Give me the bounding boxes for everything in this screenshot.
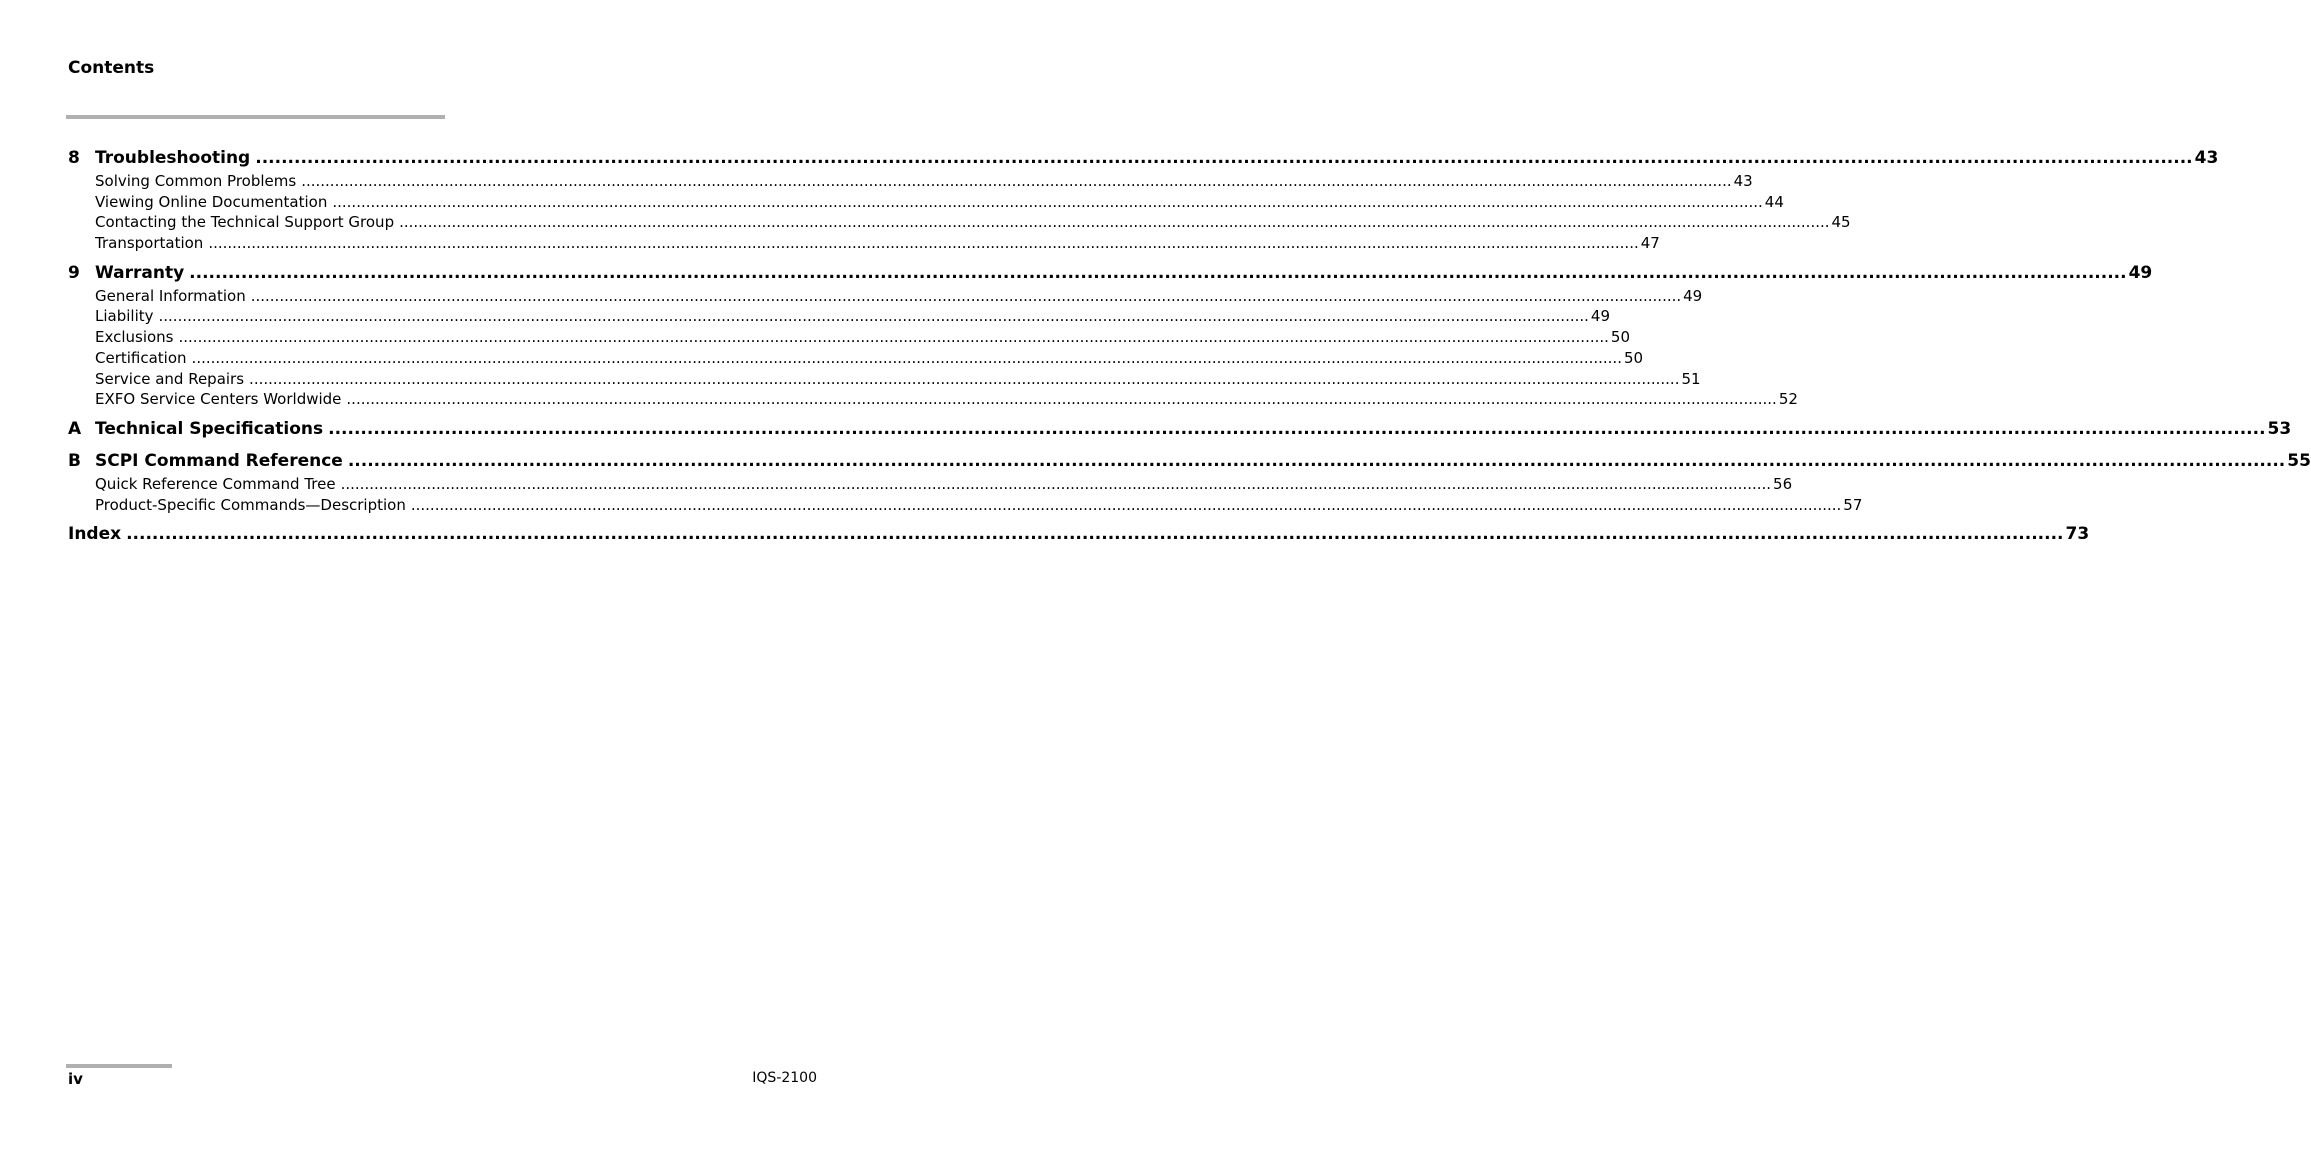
chapter-page: 73: [2065, 524, 2090, 545]
chapter-number: A: [68, 418, 82, 439]
dot-leader: ............................................................................................................................................................................................................................................................................................................: [208, 234, 1639, 253]
section-page: 50: [1623, 348, 1644, 367]
table-of-contents: [68, 146, 2311, 547]
toc-chapter-index[interactable]: [68, 522, 2090, 547]
chapter-title: Warranty: [95, 262, 185, 283]
dot-leader: ............................................................................................................................................................................................................................................................................................................: [301, 172, 1732, 190]
section-page: 47: [1640, 234, 1660, 253]
page-number: iv: [68, 1070, 83, 1088]
dot-leader: ............................................................................................................................................................................................................................................................................................................: [178, 328, 1609, 347]
section-title: Contacting the Technical Support Group: [95, 213, 395, 232]
section-title: EXFO Service Centers Worldwide: [95, 390, 342, 409]
section-title: Certification: [95, 348, 187, 367]
chapter-page: 43: [2194, 148, 2219, 168]
chapter-number: 9: [68, 262, 80, 283]
toc-chapter-scpi-command-reference[interactable]: [68, 449, 2311, 474]
section-page: 43: [1733, 172, 1753, 190]
chapter-number: B: [68, 450, 81, 471]
chapter-page: 53: [2267, 418, 2292, 439]
chapter-title: SCPI Command Reference: [95, 450, 343, 471]
section-page: 49: [1590, 307, 1611, 326]
page-title: Contents: [68, 58, 155, 78]
section-page: 49: [1683, 286, 1703, 305]
toc-section[interactable]: [68, 171, 1753, 192]
dot-leader: ............................................................................................................................................................................................................................................................................................................: [347, 450, 2286, 471]
dot-leader: ............................................................................................................................................................................................................................................................................................................: [255, 148, 2193, 168]
toc-section[interactable]: [68, 369, 1701, 390]
toc-section[interactable]: [68, 306, 1611, 327]
chapter-number: 8: [68, 148, 80, 168]
section-title: Service and Repairs: [95, 369, 245, 388]
section-page: 50: [1610, 328, 1631, 347]
dot-leader: ............................................................................................................................................................................................................................................................................................................: [328, 418, 2266, 439]
toc-section[interactable]: [68, 327, 1631, 348]
toc-section[interactable]: [68, 389, 1798, 410]
section-title: Quick Reference Command Tree: [95, 474, 336, 493]
dot-leader: ............................................................................................................................................................................................................................................................................................................: [126, 524, 2064, 545]
toc-section[interactable]: [68, 286, 1703, 307]
footer-divider: [66, 1064, 172, 1068]
dot-leader: ............................................................................................................................................................................................................................................................................................................: [340, 474, 1772, 493]
section-page: 44: [1764, 192, 1784, 211]
chapter-title: Troubleshooting: [95, 148, 251, 168]
toc-section[interactable]: [68, 495, 1863, 516]
section-page: 45: [1831, 213, 1851, 232]
section-title: Transportation: [95, 234, 204, 253]
chapter-page: 49: [2128, 262, 2153, 283]
toc-section[interactable]: [68, 212, 1851, 233]
dot-leader: ............................................................................................................................................................................................................................................................................................................: [250, 286, 1682, 305]
toc-section[interactable]: [68, 233, 1660, 254]
header-divider: [66, 115, 445, 119]
dot-leader: ............................................................................................................................................................................................................................................................................................................: [332, 192, 1763, 211]
toc-section[interactable]: [68, 348, 1644, 369]
section-title: Product-Specific Commands—Description: [95, 495, 406, 514]
chapter-title: Technical Specifications: [95, 418, 324, 439]
section-title: Exclusions: [95, 328, 174, 347]
toc-chapter-troubleshooting[interactable]: [68, 146, 2219, 171]
toc-chapter-warranty[interactable]: [68, 261, 2153, 286]
toc-section[interactable]: [68, 192, 1784, 213]
section-page: 51: [1681, 369, 1701, 388]
section-title: Viewing Online Documentation: [95, 192, 328, 211]
section-page: 52: [1778, 390, 1798, 409]
dot-leader: ............................................................................................................................................................................................................................................................................................................: [410, 495, 1842, 514]
chapter-title: Index: [68, 524, 122, 545]
section-title: General Information: [95, 286, 246, 305]
product-name: IQS-2100: [752, 1070, 817, 1086]
chapter-page: 55: [2287, 450, 2311, 471]
section-title: Liability: [95, 307, 154, 326]
dot-leader: ............................................................................................................................................................................................................................................................................................................: [189, 262, 2127, 283]
dot-leader: ............................................................................................................................................................................................................................................................................................................: [158, 307, 1589, 326]
dot-leader: ............................................................................................................................................................................................................................................................................................................: [249, 369, 1680, 388]
section-page: 57: [1843, 495, 1863, 514]
dot-leader: ............................................................................................................................................................................................................................................................................................................: [191, 348, 1622, 367]
toc-section[interactable]: [68, 474, 1793, 495]
section-page: 56: [1773, 474, 1793, 493]
section-title: Solving Common Problems: [95, 172, 297, 190]
dot-leader: ............................................................................................................................................................................................................................................................................................................: [346, 390, 1777, 409]
toc-chapter-technical-specifications[interactable]: [68, 417, 2292, 442]
dot-leader: ............................................................................................................................................................................................................................................................................................................: [399, 213, 1830, 232]
